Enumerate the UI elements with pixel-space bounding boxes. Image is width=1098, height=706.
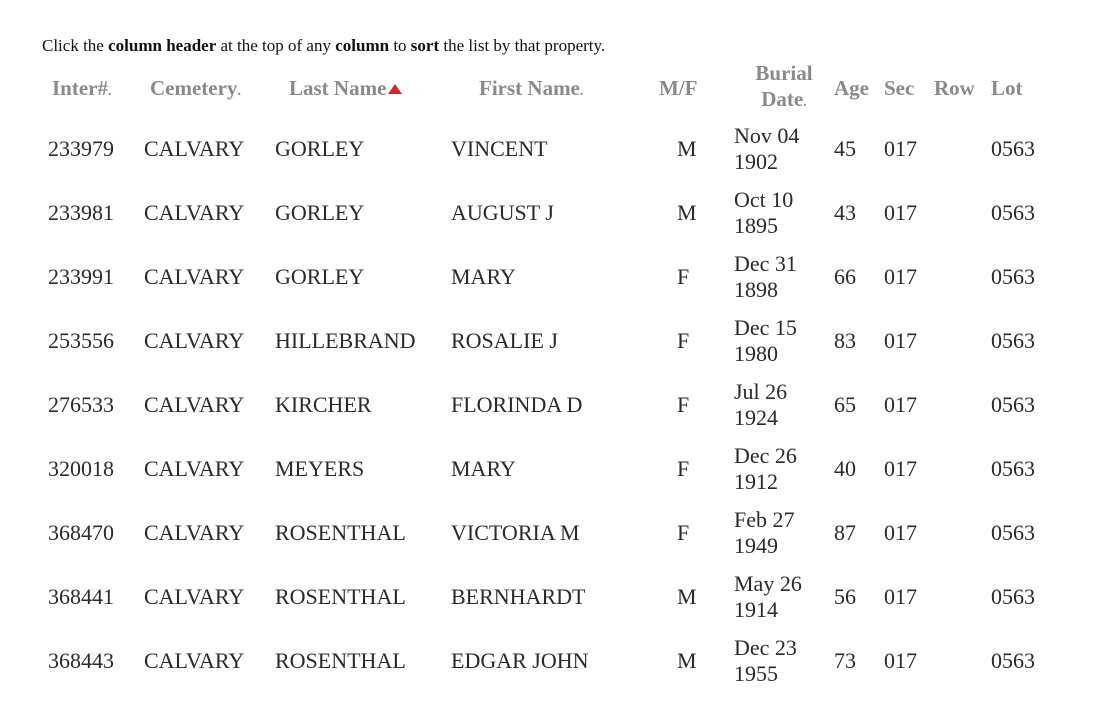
sort-instructions: [42, 36, 605, 56]
cell-cemetery: CALVARY: [144, 328, 245, 353]
burial-date-month-day: May 26: [734, 571, 802, 596]
cell-lot: 0563: [991, 456, 1035, 481]
burial-date-month-day: Feb 27: [734, 507, 795, 532]
column-header-age[interactable]: [834, 59, 884, 117]
table-row: [40, 437, 1051, 501]
burial-date-year: 1980: [734, 341, 778, 366]
sort-ascending-icon: [388, 84, 402, 94]
column-header-section[interactable]: [884, 59, 934, 117]
table-header-row: [40, 59, 1051, 117]
cell-first-name: VICTORIA M: [451, 520, 580, 545]
cell-first-name: BERNHARDT: [451, 584, 586, 609]
cell-row: [934, 181, 991, 245]
column-header-inter[interactable]: Inter#.: [52, 75, 112, 100]
column-header-label: Age: [834, 75, 869, 100]
cell-burial-date: [734, 117, 834, 181]
burial-date-month-day: Jul 26: [734, 379, 788, 404]
cell-first-name: VINCENT: [451, 136, 548, 161]
cell-burial-date: [734, 245, 834, 309]
cell-first-name: MARY: [451, 456, 516, 481]
cell-row: [934, 309, 991, 373]
instructions-text: the list by that property.: [439, 36, 606, 55]
cell-cemetery: CALVARY: [144, 136, 245, 161]
cell-section: 017: [884, 584, 917, 609]
table-row: [40, 629, 1051, 693]
cell-lot: 0563: [991, 264, 1035, 289]
burial-date-month-day: Dec 26: [734, 443, 797, 468]
cell-first-name: FLORINDA D: [451, 392, 583, 417]
cell-age: 87: [834, 520, 856, 545]
column-header-sex[interactable]: [659, 59, 734, 117]
instructions-text: to: [389, 36, 411, 55]
cell-sex: M: [677, 648, 697, 673]
cell-last-name: ROSENTHAL: [275, 520, 406, 545]
cell-lot: 0563: [991, 136, 1035, 161]
cell-section: 017: [884, 136, 917, 161]
cell-row: [934, 501, 991, 565]
table-row: [40, 117, 1051, 181]
cell-first-name: MARY: [451, 264, 516, 289]
cell-burial-date: [734, 565, 834, 629]
cell-age: 65: [834, 392, 856, 417]
table-row: [40, 373, 1051, 437]
cell-cemetery: CALVARY: [144, 584, 245, 609]
burial-date-year: 1955: [734, 661, 778, 686]
cell-lot: 0563: [991, 648, 1035, 673]
burial-date-month-day: Dec 31: [734, 251, 797, 276]
cell-burial-date: [734, 501, 834, 565]
instructions-bold-sort: sort: [410, 36, 440, 55]
instructions-bold-column-header: column header: [108, 36, 217, 55]
column-header-label: Date: [761, 87, 804, 111]
cell-inter-number: 276533: [48, 392, 114, 417]
cell-section: 017: [884, 392, 917, 417]
column-header-row[interactable]: [934, 59, 991, 117]
burial-records-table: [40, 59, 1051, 693]
burial-date-year: 1924: [734, 405, 778, 430]
table-row: [40, 181, 1051, 245]
cell-sex: M: [677, 136, 697, 161]
instructions-text: Click the: [42, 36, 109, 55]
cell-sex: F: [677, 520, 690, 545]
cell-inter-number: 253556: [48, 328, 114, 353]
burial-date-year: 1902: [734, 149, 778, 174]
cell-row: [934, 245, 991, 309]
instructions-text: at the top of any: [216, 36, 336, 55]
table-row: [40, 245, 1051, 309]
cell-sex: F: [677, 264, 690, 289]
table-body: [40, 117, 1051, 693]
cell-cemetery: CALVARY: [144, 520, 245, 545]
burial-date-month-day: Nov 04: [734, 123, 800, 148]
column-header-label: M/F: [659, 75, 698, 100]
cell-section: 017: [884, 520, 917, 545]
cell-inter-number: 368443: [48, 648, 114, 673]
cell-row: [934, 437, 991, 501]
cell-section: 017: [884, 264, 917, 289]
column-header-label: Sec: [884, 75, 915, 100]
column-header-label: First Name: [479, 75, 580, 100]
burial-date-year: 1895: [734, 213, 778, 238]
cell-cemetery: CALVARY: [144, 456, 245, 481]
burial-date-year: 1949: [734, 533, 778, 558]
burial-date-year: 1914: [734, 597, 778, 622]
table-row: [40, 309, 1051, 373]
cell-section: 017: [884, 456, 917, 481]
cell-lot: 0563: [991, 200, 1035, 225]
cell-sex: M: [677, 200, 697, 225]
table-row: [40, 565, 1051, 629]
cell-section: 017: [884, 200, 917, 225]
cell-section: 017: [884, 328, 917, 353]
cell-inter-number: 233981: [48, 200, 114, 225]
cell-last-name: MEYERS: [275, 456, 365, 481]
cell-sex: F: [677, 456, 690, 481]
cell-burial-date: [734, 629, 834, 693]
cell-inter-number: 368470: [48, 520, 114, 545]
cell-age: 56: [834, 584, 856, 609]
cell-burial-date: [734, 437, 834, 501]
cell-sex: F: [677, 392, 690, 417]
burial-date-year: 1898: [734, 277, 778, 302]
cell-burial-date: [734, 181, 834, 245]
column-header-label: Burial: [755, 61, 813, 85]
column-header-label: Last Name: [289, 75, 387, 100]
column-header-cemetery[interactable]: Cemetery.: [150, 75, 241, 100]
cell-burial-date: [734, 309, 834, 373]
cell-burial-date: [734, 373, 834, 437]
cell-age: 66: [834, 264, 856, 289]
column-header-label: Lot: [991, 75, 1023, 100]
cell-age: 73: [834, 648, 856, 673]
cell-cemetery: CALVARY: [144, 648, 245, 673]
burial-date-month-day: Oct 10: [734, 187, 794, 212]
cell-age: 45: [834, 136, 856, 161]
cell-age: 40: [834, 456, 856, 481]
cell-last-name: GORLEY: [275, 200, 365, 225]
table-row: [40, 501, 1051, 565]
cell-last-name: KIRCHER: [275, 392, 372, 417]
cell-inter-number: 233991: [48, 264, 114, 289]
cell-lot: 0563: [991, 584, 1035, 609]
cell-row: [934, 373, 991, 437]
cell-inter-number: 368441: [48, 584, 114, 609]
cell-sex: F: [677, 328, 690, 353]
cell-last-name: GORLEY: [275, 136, 365, 161]
column-header-label-line2: Date.: [761, 87, 807, 111]
cell-cemetery: CALVARY: [144, 200, 245, 225]
burial-date-month-day: Dec 23: [734, 635, 797, 660]
cell-cemetery: CALVARY: [144, 264, 245, 289]
cell-first-name: ROSALIE J: [451, 328, 558, 353]
cell-inter-number: 233979: [48, 136, 114, 161]
cell-lot: 0563: [991, 520, 1035, 545]
column-header-label: Row: [934, 75, 975, 100]
column-header-first-name[interactable]: First Name.: [479, 75, 584, 100]
cell-lot: 0563: [991, 328, 1035, 353]
column-header-burial-date[interactable]: [734, 59, 834, 117]
cell-last-name: ROSENTHAL: [275, 584, 406, 609]
cell-first-name: AUGUST J: [451, 200, 554, 225]
cell-section: 017: [884, 648, 917, 673]
burial-date-year: 1912: [734, 469, 778, 494]
instructions-bold-column: column: [335, 36, 390, 55]
column-header-last-name[interactable]: [275, 59, 451, 117]
cell-first-name: EDGAR JOHN: [451, 648, 589, 673]
cell-sex: M: [677, 584, 697, 609]
cell-last-name: ROSENTHAL: [275, 648, 406, 673]
cell-inter-number: 320018: [48, 456, 114, 481]
cell-cemetery: CALVARY: [144, 392, 245, 417]
cell-last-name: GORLEY: [275, 264, 365, 289]
burial-date-month-day: Dec 15: [734, 315, 797, 340]
column-header-label: Inter#: [52, 75, 108, 100]
cell-row: [934, 629, 991, 693]
cell-last-name: HILLEBRAND: [275, 328, 416, 353]
column-header-lot[interactable]: [991, 59, 1051, 117]
cell-age: 83: [834, 328, 856, 353]
cell-row: [934, 565, 991, 629]
column-header-label: Cemetery: [150, 75, 238, 100]
cell-age: 43: [834, 200, 856, 225]
cell-lot: 0563: [991, 392, 1035, 417]
cell-row: [934, 117, 991, 181]
